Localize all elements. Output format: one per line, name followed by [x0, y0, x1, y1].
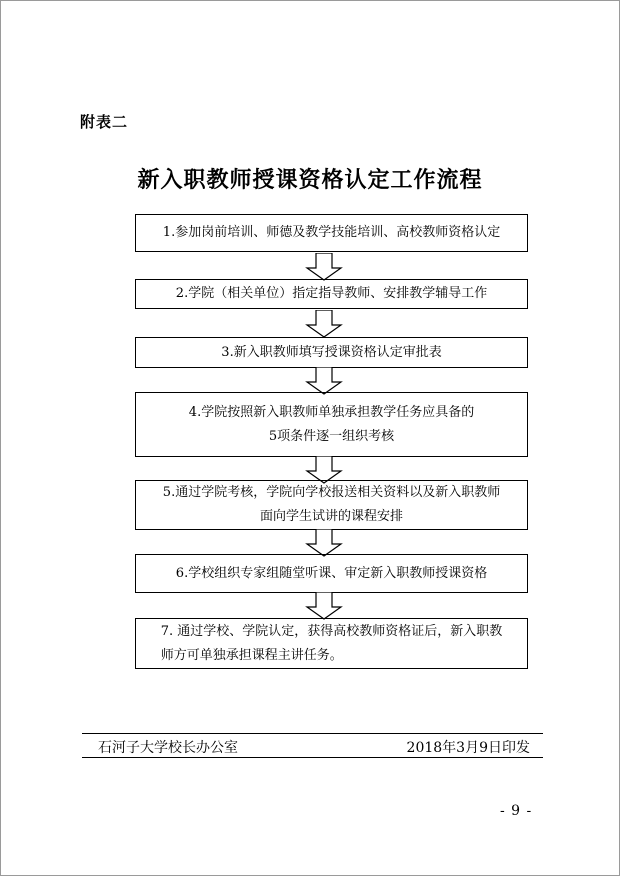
page-number: - 9 -: [500, 803, 533, 819]
down-arrow-icon: [305, 367, 343, 395]
flow-step-6-text: 6.学校组织专家组随堂听课、审定新入职教师授课资格: [175, 565, 488, 581]
down-arrow-icon: [305, 310, 343, 338]
flow-step-1: [135, 214, 528, 252]
flow-step-4-line-2: 5项条件逐一组织考核: [268, 428, 395, 444]
flow-step-7: [135, 618, 528, 669]
page-title: 新入职教师授课资格认定工作流程: [137, 167, 483, 193]
flow-step-7-line-1: 7. 通过学校、学院认定，获得高校教师资格证后，新入职教: [160, 623, 503, 639]
flow-step-2: [135, 279, 528, 309]
flow-step-3: [135, 337, 528, 368]
issuing-office: 石河子大学校长办公室: [98, 740, 238, 756]
flow-step-5-line-2: 面向学生试讲的课程安排: [259, 509, 403, 524]
flow-step-5-line-1: 5.通过学院考核，学院向学校报送相关资料以及新入职教师: [162, 485, 501, 500]
down-arrow-icon: [305, 592, 343, 620]
flow-step-4-line-1: 4.学院按照新入职教师单独承担教学任务应具备的: [188, 404, 475, 420]
footer-bottom-rule: [82, 757, 543, 758]
flow-step-5: [135, 480, 528, 530]
issue-date: 2018年3月9日印发: [406, 740, 530, 756]
flow-step-1-text: 1.参加岗前培训、师德及教学技能培训、高校教师资格认定: [162, 225, 501, 240]
footer-top-rule: [82, 733, 543, 734]
down-arrow-icon: [305, 529, 343, 557]
flow-step-2-text: 2.学院（相关单位）指定指导教师、安排教学辅导工作: [175, 286, 488, 301]
flow-step-7-line-2: 师方可单独承担课程主讲任务。: [160, 647, 343, 663]
flow-step-3-text: 3.新入职教师填写授课资格认定审批表: [221, 344, 442, 360]
flow-step-4: [135, 392, 528, 457]
down-arrow-icon: [305, 253, 343, 281]
annex-label: 附表二: [80, 113, 129, 131]
flow-step-6: [135, 554, 528, 593]
